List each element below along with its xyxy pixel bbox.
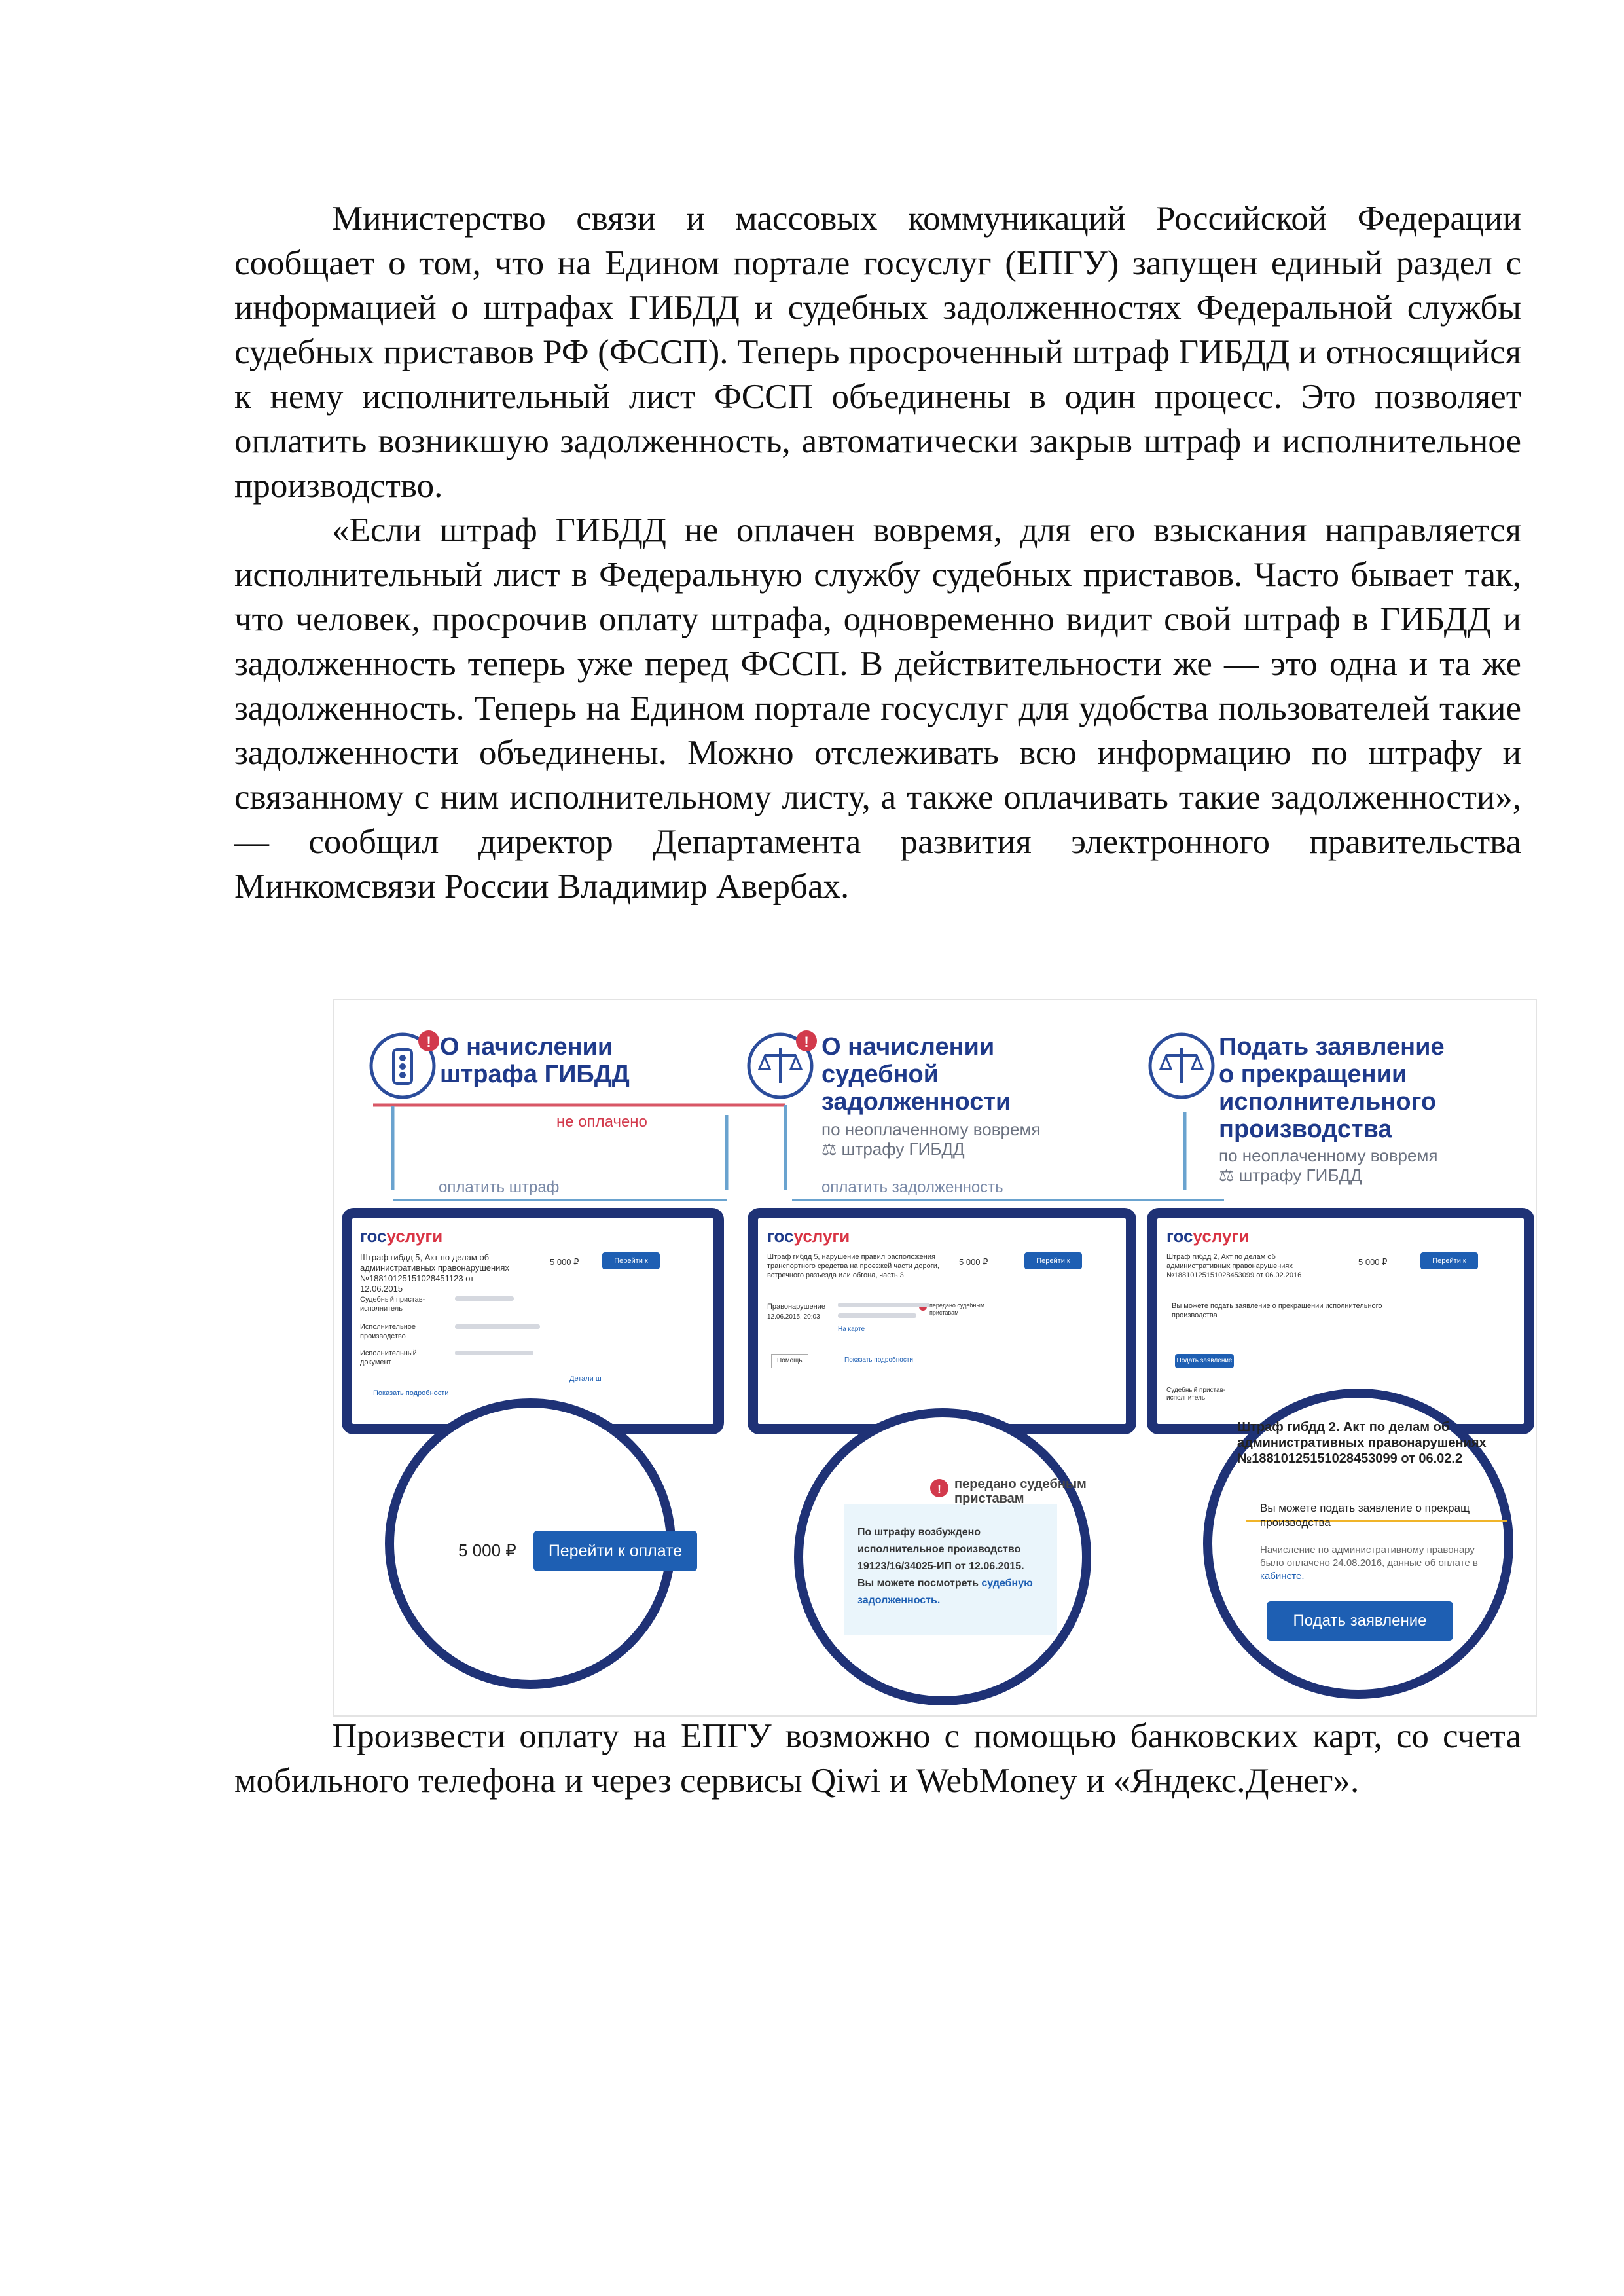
screen2-offense-label: Правонарушение (767, 1303, 825, 1311)
svg-text:!: ! (804, 1034, 809, 1050)
scales-icon-2 (1150, 1034, 1213, 1097)
screen1-label-3: Исполнительный документ (360, 1349, 417, 1366)
zoom2-debt-link-2[interactable]: задолженность. (857, 1595, 941, 1606)
screen2-pay-button[interactable]: Перейти к оплате (1024, 1252, 1082, 1269)
epgu-process-figure (333, 999, 1537, 1717)
screen2-note: передано судебным приставам (929, 1302, 985, 1316)
paragraph-2: «Если штраф ГИБДД не оплачен вовремя, для его взыскания направляется исполнительный лист в Федеральную службу судебных приставов. Часто бывает так, что человек, просрочив оплату штрафа, одновременно видит свой штраф в ГИБДД и задолженность теперь уже перед ФССП. В действительности же — это одна и та же задолженность. Теперь на Едином портале госуслуг для удобства пользователей такие задолженности объединены. Можно отслеживать всю информацию по штрафу и связанному с ним исполнительному листу, а также оплачивать такие задолженности», — сообщил директор Департамента развития электронного правительства Минкомсвязи России Владимир Авербах. (234, 511, 1521, 905)
screen1-show-details-link[interactable]: Показать подробности (373, 1389, 449, 1397)
paragraph-1: Министерство связи и массовых коммуникаций Российской Федерации сообщает о том, что на Едином портале госуслуг (ЕПГУ) запущен единый раздел с информацией о штрафах ГИБДД и судебных задолженностях Федеральной службы судебных приставов РФ (ФССП). Теперь просроченный штраф ГИБДД и относящийся к нему исполнительный лист ФССП объединены в один процесс. Это позволяет оплатить возникшую задолженность, автоматически закрыв штраф и исполнительное производство. (234, 200, 1521, 505)
scales-icon-small-2: ⚖ (1219, 1165, 1239, 1185)
gosuslugi-logo: госуслуги (360, 1226, 443, 1246)
screen3-fine: Штраф гибдд 2, Акт по делам об административных правонарушениях №18810125151028453099 от 06.02.2016 (1166, 1253, 1302, 1279)
step1-status: не оплачено (556, 1113, 647, 1131)
screen3-pay-button[interactable]: Перейти к оплате (1420, 1252, 1478, 1269)
screen2-show-details-link[interactable]: Показать подробности (844, 1357, 913, 1364)
zoom2-debt-link[interactable]: судебную (981, 1578, 1033, 1589)
screen1-label-2: Исполнительное производство (360, 1323, 416, 1340)
step1-action: оплатить штраф (439, 1178, 560, 1196)
zoom3-body: Начисление по административному правонару было оплачено 24.08.2016, данные об оплате в кабинете. (1260, 1544, 1478, 1582)
zoom2-note: передано судебным приставам (954, 1477, 1087, 1506)
svg-text:!: ! (426, 1034, 431, 1050)
svg-text:!: ! (937, 1483, 941, 1496)
zoom1-pay-button[interactable]: Перейти к оплате (533, 1531, 697, 1571)
screen1-fine: Штраф гибдд 5, Акт по делам об административных правонарушениях №18810125151028451123 от 12.06.2015 (360, 1252, 509, 1294)
screen1-pay-button[interactable]: Перейти к оплате (602, 1252, 660, 1269)
step3-subtitle: по неоплаченному вовремя ⚖ штрафу ГИБДД (1219, 1146, 1438, 1185)
screen3-apply-button[interactable]: Подать заявление (1175, 1354, 1234, 1368)
zoom3-notice: Вы можете подать заявление о прекращ производства (1260, 1502, 1470, 1529)
scales-icon (749, 1030, 817, 1097)
screen1-label-1: Судебный пристав-исполнитель (360, 1296, 425, 1313)
screen3-notice: Вы можете подать заявление о прекращении исполнительного производства (1172, 1302, 1382, 1319)
screen2-map-link[interactable]: На карте (838, 1326, 865, 1333)
step2-title: О начислении судебной задолженности (821, 1033, 1011, 1116)
screen2-fine: Штраф гибдд 5, нарушение правил расположения транспортного средства на проезжей части дороги, встречного разъезда или обгона, часть 3 (767, 1253, 939, 1279)
zoom3-apply-button[interactable]: Подать заявление (1267, 1601, 1453, 1641)
article-text (234, 196, 1521, 909)
screen1-details-link[interactable]: Детали ш (569, 1375, 602, 1383)
step2-action: оплатить задолженность (821, 1178, 1003, 1196)
screen3-bailiff-label: Судебный пристав-исполнитель (1166, 1387, 1226, 1402)
scales-icon-small: ⚖ (821, 1139, 842, 1159)
zoom1-amount: 5 000 ₽ (458, 1540, 516, 1560)
screen2-date: 12.06.2015, 20:03 (767, 1313, 820, 1321)
step2-subtitle: по неоплаченному вовремя ⚖ штрафу ГИБДД (821, 1120, 1041, 1159)
article-text-end (234, 1714, 1521, 1803)
step3-title: Подать заявление о прекращении исполнительного производства (1219, 1033, 1445, 1143)
gosuslugi-logo-2: госуслуги (767, 1226, 850, 1246)
screen2-help-button[interactable]: Помощь (771, 1354, 808, 1368)
paragraph-3: Произвести оплату на ЕПГУ возможно с помощью банковских карт, со счета мобильного телефона и через сервисы Qiwi и WebMoney и «Яндекс.Денег». (234, 1717, 1521, 1800)
screen2-amount: 5 000 ₽ (959, 1257, 988, 1267)
screen3-amount: 5 000 ₽ (1358, 1257, 1388, 1267)
gosuslugi-logo-3: госуслуги (1166, 1226, 1250, 1246)
step1-title: О начислении штрафа ГИБДД (440, 1033, 630, 1088)
screen1-amount: 5 000 ₽ (550, 1257, 579, 1267)
zoom3-fine: Штраф гибдд 2. Акт по делам об административных правонарушениях №18810125151028453099 от 06.02.2 (1237, 1420, 1487, 1466)
zoom2-text: По штрафу возбуждено исполнительное производство 19123/16/34025-ИП от 12.06.2015. Вы можете посмотреть судебную задолженность. (857, 1524, 1033, 1609)
traffic-light-icon (371, 1030, 439, 1097)
